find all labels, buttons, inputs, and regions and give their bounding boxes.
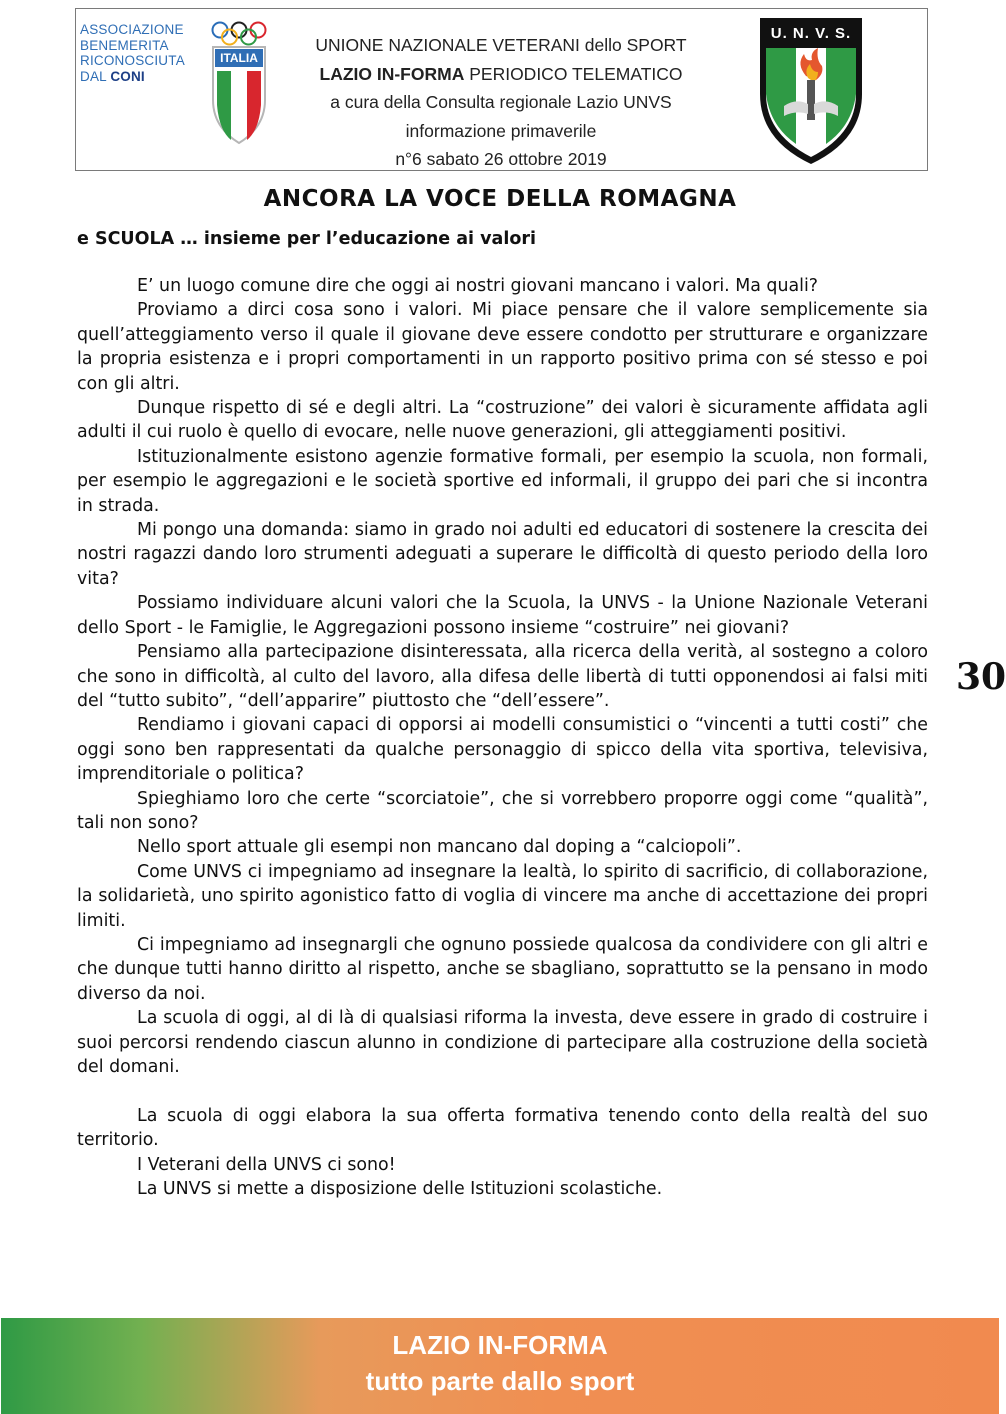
article-subtitle: e SCUOLA … insieme per l’educazione ai valori xyxy=(77,229,537,249)
footer-line-2: tutto parte dallo sport xyxy=(365,1366,635,1396)
coni-logo-text xyxy=(80,22,210,84)
paragraph: Come UNVS ci impegniamo ad insegnare la lealtà, lo spirito di sacrificio, di collaborazione, la solidarietà, uno spirito agonistico fatto di voglia di vincere ma anche di accettazione dei propri limiti. xyxy=(77,861,928,931)
header-line-1: UNIONE NAZIONALE VETERANI dello SPORT xyxy=(315,35,687,55)
paragraph: Istituzionalmente esistono agenzie formative formali, per esempio la scuola, non formali, per esempio le aggregazioni e le società sportive ed informali, il gruppo dei pari che si incontra in strada. xyxy=(77,446,928,516)
header-box xyxy=(75,8,928,171)
paragraph: Nello sport attuale gli esempi non mancano dal doping a “calciopoli”. xyxy=(137,837,742,858)
coni-line-4: DAL CONI xyxy=(80,68,145,84)
paragraph: Rendiamo i giovani capaci di opporsi ai modelli consumistici o “vincenti a tutti costi” che oggi sono ben rappresentati da qualche personaggio di spicco della vita sportiva, televisiva, imprenditoriale o politica? xyxy=(77,715,928,785)
page-number: 30 xyxy=(956,656,1006,698)
paragraph: La scuola di oggi, al di là di qualsiasi riforma la investa, deve essere in grado di costruire i suoi percorsi rendendo ciascun alunno in condizione di partecipare alla costruzione della società del domani. xyxy=(77,1008,928,1077)
olympic-rings-icon xyxy=(210,21,268,47)
header-text xyxy=(266,31,736,174)
paragraph: Dunque rispetto di sé e degli altri. La “costruzione” dei valori è sicuramente affidata agli adulti il cui ruolo è quello di evocare, nelle nuove generazioni, gli atteggiamenti positivi. xyxy=(77,398,928,443)
paragraph: La scuola di oggi elabora la sua offerta formativa tenendo conto della realtà del suo territorio. xyxy=(77,1105,928,1151)
header-line-5: n°6 sabato 26 ottobre 2019 xyxy=(395,149,607,169)
paragraph: Mi pongo una domanda: siamo in grado noi adulti ed educatori di sostenere la crescita dei nostri ragazzi dando loro strumenti adeguati a superare le difficoltà di questo periodo della loro vita? xyxy=(77,520,928,589)
paragraph: Spieghiamo loro che certe “scorciatoie”, che si vorrebbero proporre oggi come “qualità”, tali non sono? xyxy=(77,788,928,833)
paragraph: E’ un luogo comune dire che oggi ai nostri giovani mancano i valori. Ma quali? xyxy=(137,276,819,296)
header-line-4: informazione primaverile xyxy=(405,120,597,141)
paragraph: I Veterani della UNVS ci sono! xyxy=(137,1154,396,1175)
coni-line-3: RICONOSCIUTA xyxy=(80,53,185,68)
header-line-2: LAZIO IN-FORMA PERIODICO TELEMATICO xyxy=(319,63,683,84)
footer-banner xyxy=(1,1318,999,1414)
italia-shield-label: ITALIA xyxy=(220,51,258,65)
unvs-logo-text: U. N. V. S. xyxy=(770,25,852,42)
article-body xyxy=(77,274,928,1201)
article-title: ANCORA LA VOCE DELLA ROMAGNA xyxy=(263,186,737,212)
coni-line-2: BENEMERITA xyxy=(80,37,169,53)
paragraph: La UNVS si mette a disposizione delle Istituzioni scolastiche. xyxy=(137,1179,663,1200)
coni-line-1: ASSOCIAZIONE xyxy=(80,22,184,37)
paragraph: Possiamo individuare alcuni valori che la Scuola, la UNVS - la Unione Nazionale Veterani dello Sport - le Famiglie, le Aggregazioni possono insieme “costruire” nei giovani? xyxy=(77,593,928,638)
footer-line-1: LAZIO IN-FORMA xyxy=(392,1330,608,1360)
header-line-3: a cura della Consulta regionale Lazio UNVS xyxy=(330,92,672,112)
paragraph: Proviamo a dirci cosa sono i valori. Mi piace pensare che il valore semplicemente sia quell’atteggiamento verso il quale il giovane deve essere condotto per strutturare e organizzare la propria esistenza e i propri comportamenti in un rapporto positivo prima con sé stesso e poi con gli altri. xyxy=(77,300,928,394)
paragraph: Pensiamo alla partecipazione disinteressata, alla ricerca della verità, al sostegno a coloro che sono in difficoltà, al culto del lavoro, alla difesa delle libertà di tutti opponendosi ai falsi miti del “tutto subito”, “dell’apparire” piuttosto che “dell’essere”. xyxy=(77,642,928,711)
paragraph: Ci impegniamo ad insegnargli che ognuno possiede qualcosa da condividere con gli altri e che dunque tutti hanno diritto al rispetto, anche se sbagliano, soprattutto se la pensano in modo diverso da noi. xyxy=(77,934,928,1004)
